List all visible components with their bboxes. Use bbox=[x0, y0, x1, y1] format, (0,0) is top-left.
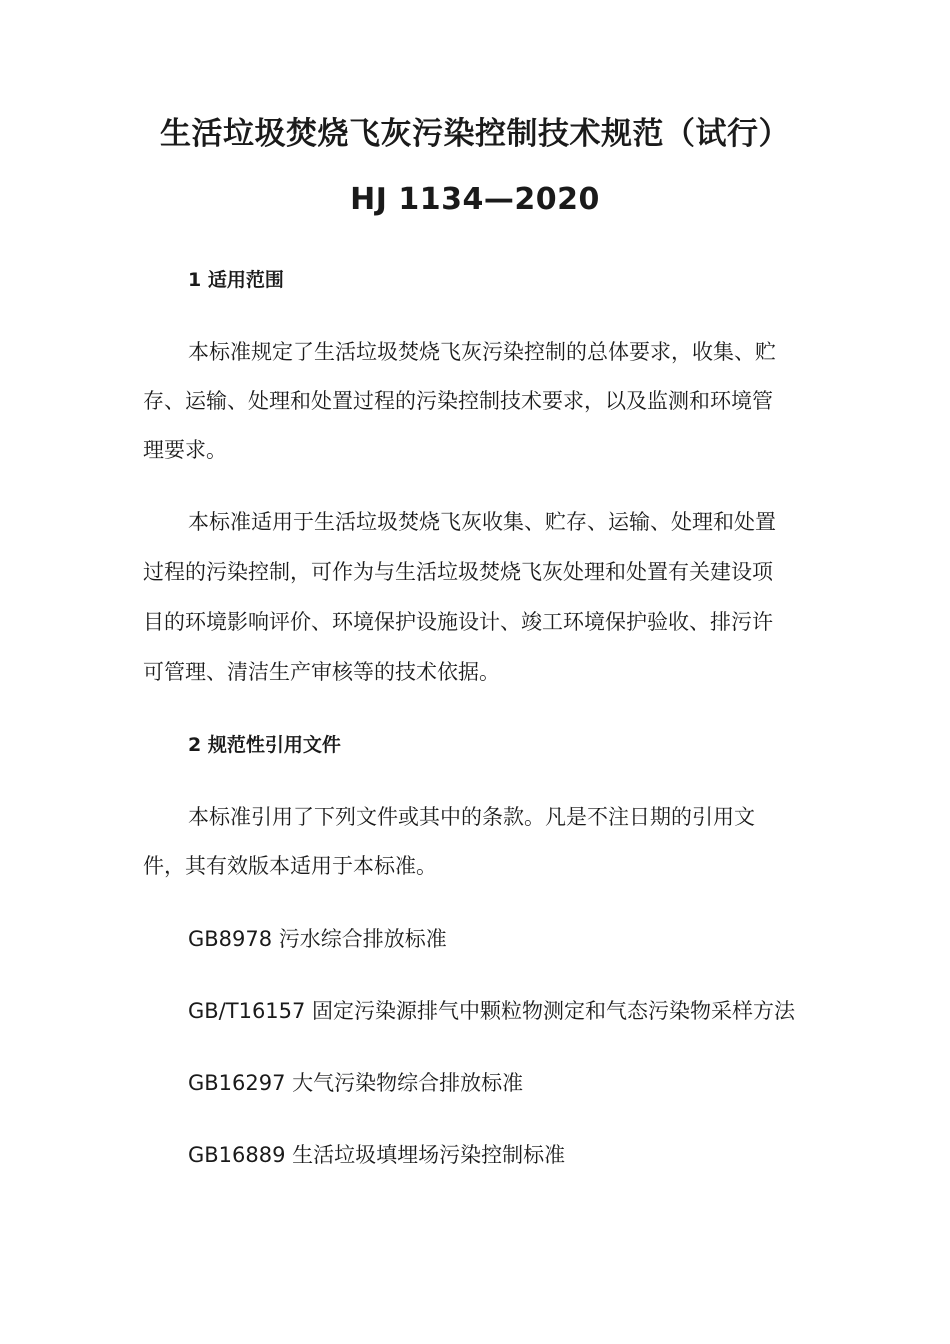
paragraph-line: 存、运输、处理和处置过程的污染控制技术要求，以及监测和环境管 bbox=[143, 389, 773, 413]
paragraph-line: 目的环境影响评价、环境保护设施设计、竣工环境保护验收、排污许 bbox=[143, 610, 773, 634]
standard-code: HJ 1134—2020 bbox=[350, 182, 600, 217]
document-title: 生活垃圾焚烧飞灰污染控制技术规范（试行） bbox=[160, 116, 790, 152]
paragraph-line: 件，其有效版本适用于本标准。 bbox=[143, 854, 437, 878]
paragraph-line: 理要求。 bbox=[143, 438, 227, 462]
paragraph-line: 本标准引用了下列文件或其中的条款。凡是不注日期的引用文 bbox=[188, 805, 755, 829]
reference-item: GB16889 生活垃圾填埋场污染控制标准 bbox=[188, 1143, 566, 1167]
paragraph-line: 过程的污染控制，可作为与生活垃圾焚烧飞灰处理和处置有关建设项 bbox=[143, 560, 773, 584]
section-1-heading: 1 适用范围 bbox=[188, 269, 284, 291]
paragraph-line: 可管理、清洁生产审核等的技术依据。 bbox=[143, 660, 500, 684]
paragraph-line: 本标准适用于生活垃圾焚烧飞灰收集、贮存、运输、处理和处置 bbox=[188, 510, 776, 534]
reference-item: GB8978 污水综合排放标准 bbox=[188, 927, 447, 951]
reference-item: GB/T16157 固定污染源排气中颗粒物测定和气态污染物采样方法 bbox=[188, 999, 796, 1023]
paragraph-line: 本标准规定了生活垃圾焚烧飞灰污染控制的总体要求，收集、贮 bbox=[188, 340, 776, 364]
reference-item: GB16297 大气污染物综合排放标准 bbox=[188, 1071, 524, 1095]
section-2-heading: 2 规范性引用文件 bbox=[188, 734, 341, 756]
